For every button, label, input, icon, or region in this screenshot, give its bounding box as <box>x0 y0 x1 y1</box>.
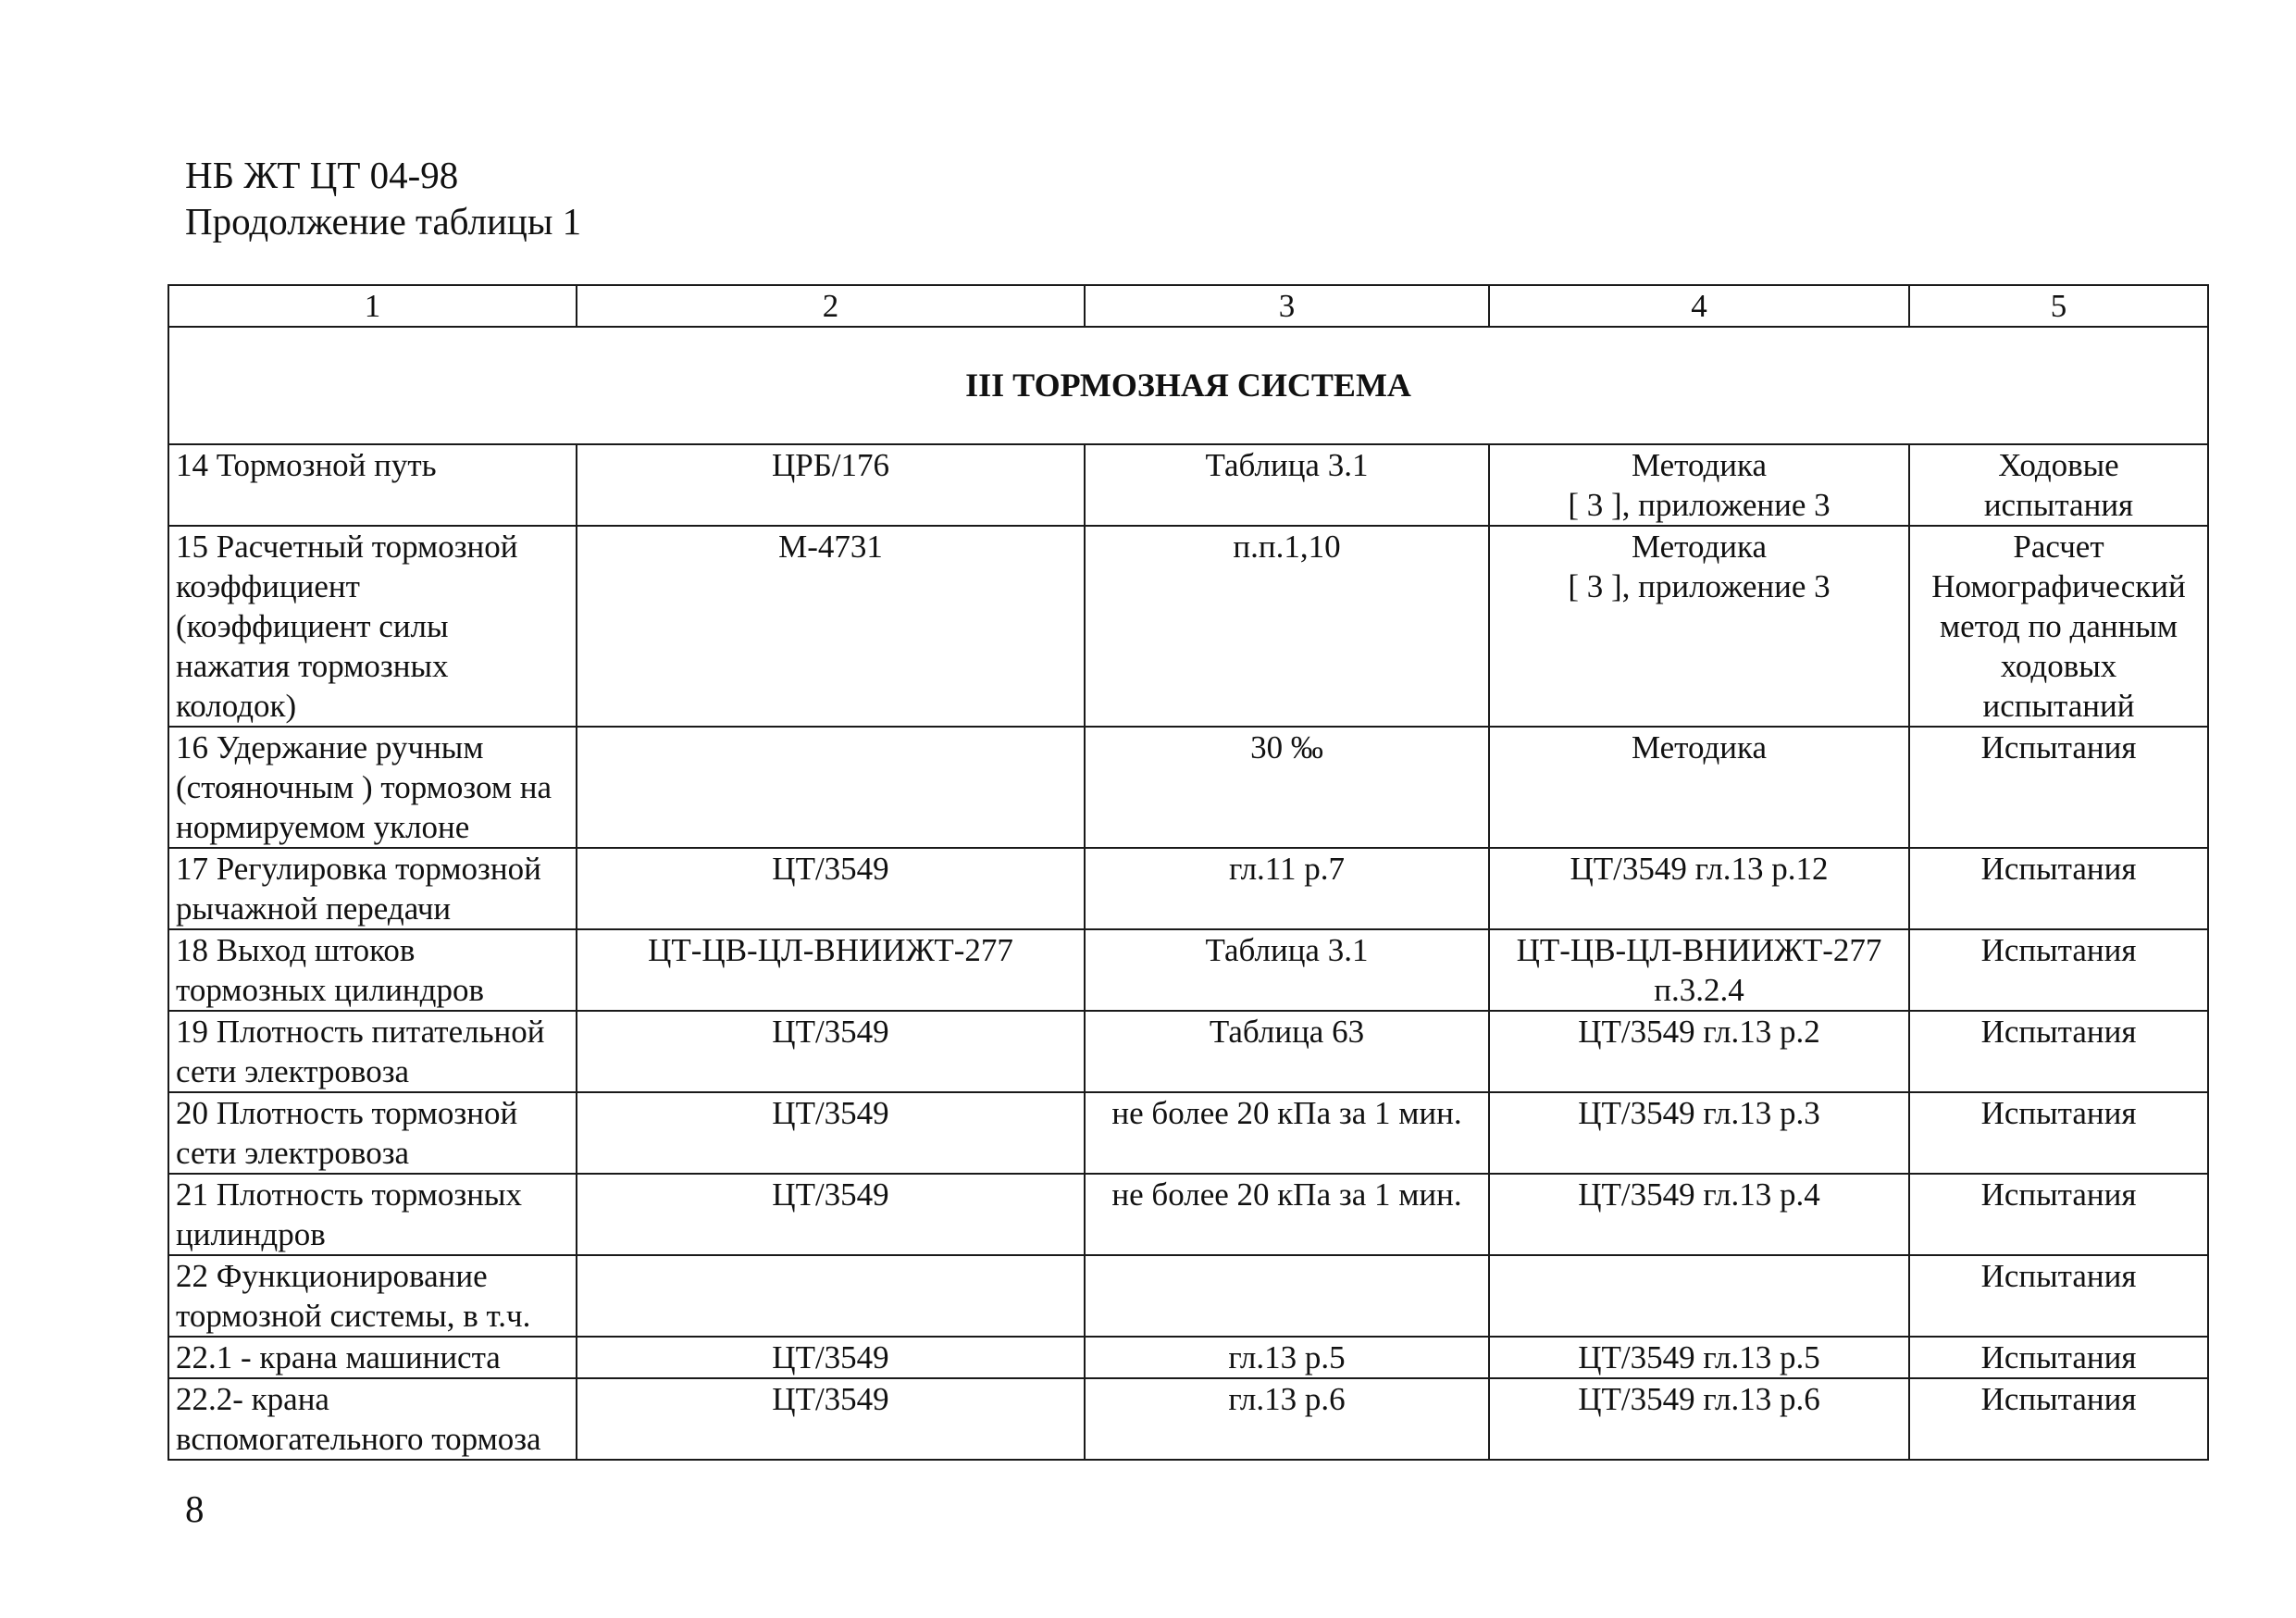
table-body <box>168 444 2208 1460</box>
table-cell-col-5: Ходовые испытания <box>1909 444 2208 526</box>
requirements-table <box>168 284 2209 1461</box>
table-cell-col-5: Испытания <box>1909 848 2208 929</box>
page-number: 8 <box>185 1487 205 1530</box>
table-cell-col-2 <box>577 1255 1085 1337</box>
table-cell-col-2: ЦТ/3549 <box>577 848 1085 929</box>
column-number-2: 2 <box>577 285 1085 327</box>
table-cell-col-3: не более 20 кПа за 1 мин. <box>1085 1174 1489 1255</box>
table-cell-col-4 <box>1489 1255 1909 1337</box>
table-cell-col-2: М-4731 <box>577 526 1085 727</box>
table-cell-col-4: ЦТ-ЦВ-ЦЛ-ВНИИЖТ-277 п.3.2.4 <box>1489 929 1909 1011</box>
table-cell-col-2: ЦТ/3549 <box>577 1092 1085 1174</box>
table-cell-col-4: Методика [ 3 ], приложение 3 <box>1489 444 1909 526</box>
table-cell-col-1: 22.1 - крана машиниста <box>168 1337 577 1378</box>
table-cell-col-1: 21 Плотность тормозных цилиндров <box>168 1174 577 1255</box>
table-cell-col-5: Испытания <box>1909 727 2208 848</box>
column-number-4: 4 <box>1489 285 1909 327</box>
table-row <box>168 1337 2208 1378</box>
table-cell-col-2: ЦТ/3549 <box>577 1337 1085 1378</box>
table-cell-col-3 <box>1085 1255 1489 1337</box>
table-row <box>168 1011 2208 1092</box>
table-cell-col-3: гл.11 р.7 <box>1085 848 1489 929</box>
table-cell-col-4: ЦТ/3549 гл.13 р.4 <box>1489 1174 1909 1255</box>
table-row <box>168 444 2208 526</box>
table-cell-col-2: ЦТ/3549 <box>577 1011 1085 1092</box>
table-row <box>168 1092 2208 1174</box>
table-cell-col-5: Испытания <box>1909 1092 2208 1174</box>
table-cell-col-5: Испытания <box>1909 1011 2208 1092</box>
table-cell-col-5: Испытания <box>1909 1378 2208 1460</box>
table-cell-col-5: Расчет Номографический метод по данным ходовых испытаний <box>1909 526 2208 727</box>
table-cell-col-2 <box>577 727 1085 848</box>
column-number-1: 1 <box>168 285 577 327</box>
table-row <box>168 1255 2208 1337</box>
table-cell-col-2: ЦТ/3549 <box>577 1174 1085 1255</box>
table-cell-col-1: 15 Расчетный тормозной коэффициент (коэффициент силы нажатия тормозных колодок) <box>168 526 577 727</box>
table-cell-col-4: ЦТ/3549 гл.13 р.6 <box>1489 1378 1909 1460</box>
table-cell-col-2: ЦРБ/176 <box>577 444 1085 526</box>
column-number-row <box>168 285 2208 327</box>
table-cell-col-1: 16 Удержание ручным (стояночным ) тормозом на нормируемом уклоне <box>168 727 577 848</box>
table-row <box>168 848 2208 929</box>
table-cell-col-5: Испытания <box>1909 1337 2208 1378</box>
table-cell-col-5: Испытания <box>1909 1174 2208 1255</box>
table-cell-col-1: 20 Плотность тормозной сети электровоза <box>168 1092 577 1174</box>
section-title: III ТОРМОЗНАЯ СИСТЕМА <box>168 327 2208 444</box>
table-row <box>168 526 2208 727</box>
section-row <box>168 327 2208 444</box>
table-cell-col-5: Испытания <box>1909 1255 2208 1337</box>
table-cell-col-1: 19 Плотность питательной сети электровоза <box>168 1011 577 1092</box>
table-row <box>168 727 2208 848</box>
column-number-5: 5 <box>1909 285 2208 327</box>
table-cell-col-3: гл.13 р.5 <box>1085 1337 1489 1378</box>
table-cell-col-3: гл.13 р.6 <box>1085 1378 1489 1460</box>
table-cell-col-4: Методика [ 3 ], приложение 3 <box>1489 526 1909 727</box>
table-cell-col-3: Таблица 3.1 <box>1085 444 1489 526</box>
table-continuation-caption: Продолжение таблицы 1 <box>185 200 582 243</box>
table-cell-col-5: Испытания <box>1909 929 2208 1011</box>
table-cell-col-2: ЦТ/3549 <box>577 1378 1085 1460</box>
table-cell-col-3: Таблица 3.1 <box>1085 929 1489 1011</box>
table-cell-col-2: ЦТ-ЦВ-ЦЛ-ВНИИЖТ-277 <box>577 929 1085 1011</box>
table-cell-col-3: п.п.1,10 <box>1085 526 1489 727</box>
table-row <box>168 1378 2208 1460</box>
table-cell-col-4: ЦТ/3549 гл.13 р.3 <box>1489 1092 1909 1174</box>
table-cell-col-3: не более 20 кПа за 1 мин. <box>1085 1092 1489 1174</box>
table-row <box>168 929 2208 1011</box>
table-cell-col-3: 30 ‰ <box>1085 727 1489 848</box>
column-number-3: 3 <box>1085 285 1489 327</box>
table-cell-col-1: 22.2- крана вспомогательного тормоза <box>168 1378 577 1460</box>
table-cell-col-1: 17 Регулировка тормозной рычажной передачи <box>168 848 577 929</box>
table-row <box>168 1174 2208 1255</box>
table-cell-col-4: Методика <box>1489 727 1909 848</box>
table-cell-col-4: ЦТ/3549 гл.13 р.2 <box>1489 1011 1909 1092</box>
table-cell-col-1: 22 Функционирование тормозной системы, в т.ч. <box>168 1255 577 1337</box>
document-code: НБ ЖТ ЦТ 04-98 <box>185 154 459 196</box>
table-cell-col-4: ЦТ/3549 гл.13 р.5 <box>1489 1337 1909 1378</box>
table-cell-col-1: 14 Тормозной путь <box>168 444 577 526</box>
table-cell-col-1: 18 Выход штоков тормозных цилиндров <box>168 929 577 1011</box>
table-cell-col-3: Таблица 63 <box>1085 1011 1489 1092</box>
table-cell-col-4: ЦТ/3549 гл.13 р.12 <box>1489 848 1909 929</box>
